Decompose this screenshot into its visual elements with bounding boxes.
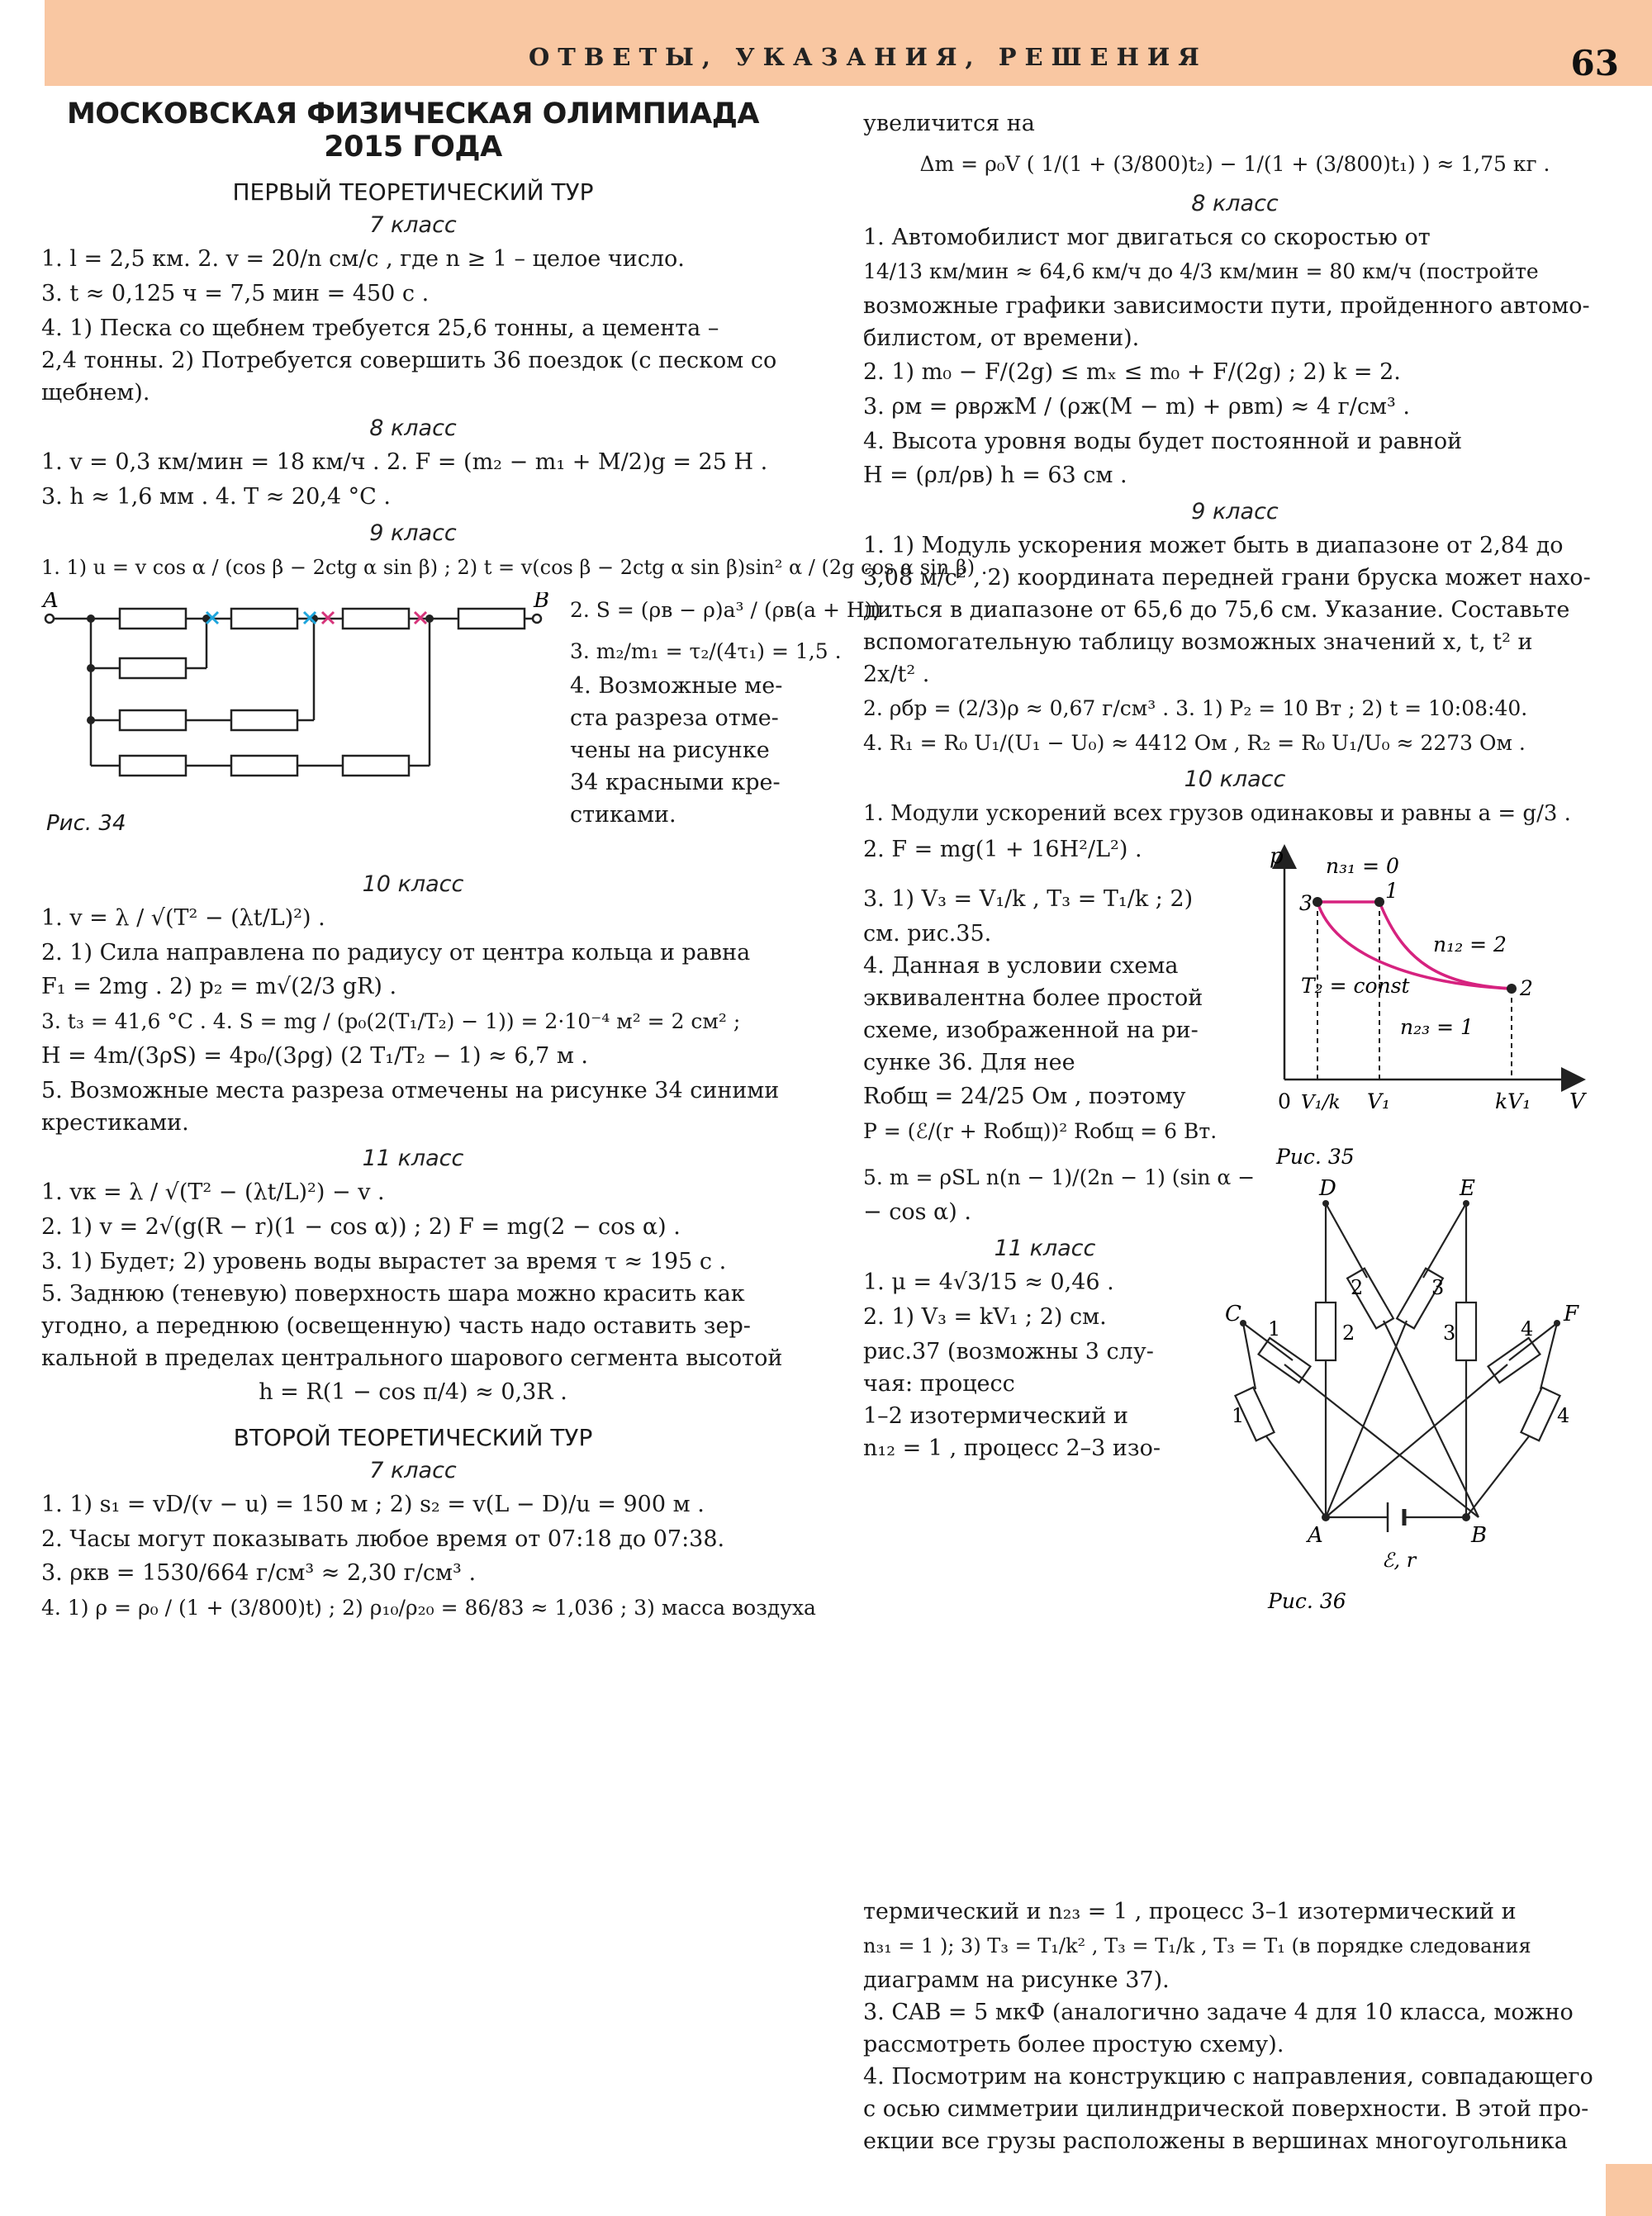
grade-10-heading: 10 класс [362,871,464,897]
fig34-caption: Рис. 34 [46,811,126,836]
fig35-n31: n₃₁ = 0 [1326,854,1399,878]
r-grade-8-heading: 8 класс [1191,191,1279,216]
grade-8-heading: 8 класс [369,415,457,441]
fig36-label-e: E [1460,1179,1475,1201]
answer-9-2: 2. S = (ρв − ρ)a³ / (ρв(a + H)) . [570,598,895,622]
answer-10-4b: H = 4m/(3ρS) = 4p₀/(3ρg) (2 T₁/T₂ − 1) ≈ 6,7 м . [41,1043,589,1069]
fig34-label-b: B [534,592,550,613]
tour2-grade-7-heading: 7 класс [369,1458,457,1483]
r-answer-10-2: 2. F = mg(1 + 16H²/L²) . [863,837,1142,862]
r-grade-10-heading: 10 класс [1184,766,1286,792]
r-answer-11-4a: 4. Посмотрим на конструкцию с направления, совпадающего [863,2064,1593,2090]
fig36-r1b-label: 1 [1232,1404,1245,1427]
r-answer-11-4c: екции все грузы расположены в вершинах многоугольника [863,2128,1568,2154]
answer-9-3: 3. m₂/m₁ = τ₂/(4τ₁) = 1,5 . [570,639,842,663]
tour-2-heading: ВТОРОЙ ТЕОРЕТИЧЕСКИЙ ТУР [233,1424,593,1451]
fig35-axis-p: p [1270,844,1284,869]
fig35-tick-kv1: kV₁ [1495,1089,1531,1113]
r-grade-11-heading: 11 класс [994,1236,1096,1261]
r-answer-8-2: 2. 1) m₀ − F/(2g) ≤ mₓ ≤ m₀ + F/(2g) ; 2) k = 2. [863,359,1401,385]
answer-10-5a: 5. Возможные места разреза отмечены на рисунке 34 синими [41,1078,780,1103]
r-answer-11-2g: n₃₁ = 1 ); 3) T₃ = T₁/k² , T₃ = T₁/k , T₃ = T₁ (в порядке следования [863,1934,1531,1957]
r-answer-10-5a: 5. m = ρSL n(n − 1)/(2n − 1) (sin α − [863,1165,1256,1189]
r-answer-10-4d: сунке 36. Для нее [863,1050,1075,1075]
fig36-label-b: B [1471,1523,1488,1548]
fig35-caption: Рис. 35 [1276,1145,1355,1169]
r-answer-9-1e: 2x/t² . [863,662,930,687]
figure-36-circuit [1218,1179,1607,1641]
r-answer-11-2b: рис.37 (возможны 3 слу- [863,1339,1154,1364]
answer-10-2a: 2. 1) Сила направлена по радиусу от центра кольца и равна [41,940,751,966]
r-answer-11-3a: 3. CAB = 5 мкФ (аналогично задаче 4 для 10 класса, можно [863,2000,1574,2025]
fig35-tick-v1k: V₁/k [1301,1092,1341,1113]
answer-8-1: 1. v = 0,3 км/мин = 18 км/ч . 2. F = (m₂ − m₁ + M/2)g = 25 Н . [41,449,768,475]
fig36-r4-label: 4 [1521,1317,1534,1341]
answer-11-5d: h = R(1 − cos π/4) ≈ 0,3R . [259,1379,567,1405]
r-answer-11-2e: n₁₂ = 1 , процесс 2–3 изо- [863,1435,1161,1461]
answer-8-3: 3. h ≈ 1,6 мм . 4. T ≈ 20,4 °С . [41,484,391,510]
figure-34-circuit [41,592,570,832]
answer-11-2: 2. 1) v = 2√(g(R − r)(1 − cos α)) ; 2) F = mg(2 − cos α) . [41,1214,681,1240]
answer-11-5a: 5. Заднюю (теневую) поверхность шара можно красить как [41,1281,745,1307]
r-grade-9-heading: 9 класс [1191,499,1279,524]
bottom-color-strip [1606,2164,1652,2216]
r-answer-8-1b: 14/13 км/мин ≈ 64,6 км/ч до 4/3 км/мин = 80 км/ч (постройте [863,259,1539,283]
delta-m-formula: Δm = ρ₀V ( 1/(1 + (3/800)t₂) − 1/(1 + (3/800)t₁) ) ≈ 1,75 кг . [919,152,1550,176]
r-answer-11-2f: термический и n₂₃ = 1 , процесс 3–1 изотермический и [863,1899,1517,1924]
r-answer-10-3b: см. рис.35. [863,921,992,947]
r-answer-9-4: 4. R₁ = R₀ U₁/(U₁ − U₀) ≈ 4412 Ом , R₂ = R₀ U₁/U₀ ≈ 2273 Ом . [863,731,1526,755]
right-column [863,91,1607,2154]
r-answer-10-4e: Rобщ = 24/25 Ом , поэтому [863,1084,1186,1109]
fig36-r4b-label: 4 [1557,1404,1570,1427]
fig36-r3-diag-label: 3 [1431,1276,1445,1299]
r-answer-9-1b: 3,08 м/с² , 2) координата передней грани бруска может нахо- [863,565,1591,591]
answer-9-side [570,592,895,831]
r-answer-9-1d: вспомогательную таблицу возможных значений x, t, t² и [863,629,1533,655]
figure-35-pv-diagram [1227,832,1607,1179]
answer-7-4b: 2,4 тонны. 2) Потребуется совершить 36 поездок (с песком со [41,348,777,373]
tour2-answer-7-1: 1. 1) s₁ = vD/(v − u) = 150 м ; 2) s₂ = v(L − D)/u = 900 м . [41,1492,705,1517]
r-answer-10-4b: эквивалентна более простой [863,985,1203,1011]
fig35-point-2: 2 [1520,976,1533,1000]
r-answer-10-5b: − cos α) . [863,1199,971,1225]
r-answer-10-1: 1. Модули ускорений всех грузов одинаковы и равны a = g/3 . [863,801,1571,826]
answer-11-3: 3. 1) Будет; 2) уровень воды вырастет за время τ ≈ 195 с . [41,1249,727,1274]
fig35-point-1: 1 [1385,879,1398,903]
answer-9-4e: стиками. [570,802,676,828]
answer-9-4b: ста разреза отме- [570,705,779,731]
r-answer-8-1c: возможные графики зависимости пути, пройденного автомо- [863,293,1590,319]
answer-9-1: 1. 1) u = v cos α / (cos β − 2ctg α sin β) ; 2) t = v(cos β − 2ctg α sin β)sin² α / (2g cos α sin β) . [41,556,988,579]
tour-1-heading: ПЕРВЫЙ ТЕОРЕТИЧЕСКИЙ ТУР [232,178,594,206]
running-header: ОТВЕТЫ, УКАЗАНИЯ, РЕШЕНИЯ [529,43,1208,71]
r-answer-11-2d: 1–2 изотермический и [863,1403,1129,1429]
answer-7-4c: щебнем). [41,380,150,406]
grade-9-heading: 9 класс [369,520,457,546]
fig36-label-a: A [1308,1523,1323,1548]
grade-11-heading: 11 класс [362,1146,464,1171]
fig35-t2-const: T₂ = const [1301,974,1410,998]
fig35-origin: 0 [1278,1089,1291,1113]
answer-10-3: 3. t₃ = 41,6 °С . 4. S = mg / (p₀(2(T₁/T₂) − 1)) = 2·10⁻⁴ м² = 2 см² ; [41,1009,741,1033]
fig36-label-d: D [1319,1179,1336,1201]
answer-9-4d: 34 красными кре- [570,770,781,795]
fig34-block [41,592,895,865]
r-bottom-text [863,1896,1607,2157]
fig34-label-a: A [43,592,59,613]
answer-7-4a: 4. 1) Песка со щебнем требуется 25,6 тонны, а цемента – [41,316,719,341]
fig36-r2-diag-label: 2 [1351,1276,1364,1299]
r-answer-10-3a: 3. 1) V₃ = V₁/k , T₃ = T₁/k ; 2) [863,886,1194,912]
r-answer-11-2c: чая: процесс [863,1371,1015,1397]
fig35-tick-v1: V₁ [1367,1089,1391,1113]
r-answer-8-3: 3. ρм = ρвρжM / (ρж(M − m) + ρвm) ≈ 4 г/см³ . [863,394,1410,420]
r-answer-9-1a: 1. 1) Модуль ускорения может быть в диапазоне от 2,84 до [863,533,1564,558]
r-answer-11-1: 1. μ = 4√3/15 ≈ 0,46 . [863,1269,1114,1295]
grade-7-heading: 7 класс [369,212,457,238]
answer-7-1: 1. l = 2,5 км. 2. v = 20/n см/с , где n ≥ 1 – целое число. [41,246,685,272]
r-answer-11-2h: диаграмм на рисунке 37). [863,1967,1170,1993]
fig36-label-c: C [1225,1302,1241,1326]
answer-10-2b: F₁ = 2mg . 2) p₂ = m√(2/3 gR) . [41,974,397,999]
fig35-point-3: 3 [1299,891,1313,915]
r-answer-8-4a: 4. Высота уровня воды будет постоянной и равной [863,429,1463,454]
fig36-source-label: ℰ, r [1382,1549,1417,1572]
answer-9-4c: чены на рисунке [570,738,770,763]
fig36-r3-label: 3 [1443,1322,1456,1345]
tour2-answer-7-4: 4. 1) ρ = ρ₀ / (1 + (3/800)t) ; 2) ρ₁₀/ρ₂₀ = 86/83 ≈ 1,036 ; 3) масса воздуха [41,1596,816,1620]
r-answer-8-1d: билистом, от времени). [863,325,1140,351]
r-answer-11-2a: 2. 1) V₃ = kV₁ ; 2) см. [863,1304,1107,1330]
r-answer-9-1c: диться в диапазоне от 65,6 до 75,6 см. Указание. Составьте [863,597,1570,623]
tour2-answer-7-3: 3. ρкв = 1530/664 г/см³ ≈ 2,30 г/см³ . [41,1560,477,1586]
fig36-r1-label: 1 [1268,1317,1281,1341]
fig36-caption: Рис. 36 [1268,1589,1346,1613]
r-answer-11-3b: рассмотреть более простую схему). [863,2032,1284,2057]
answer-11-5c: кальной в пределах центрального шарового сегмента высотой [41,1345,783,1371]
fig35-n23: n₂₃ = 1 [1400,1015,1474,1039]
olympiad-title [41,97,785,164]
r-answer-8-1a: 1. Автомобилист мог двигаться со скоростью от [863,225,1431,250]
fig35-n12: n₁₂ = 2 [1433,932,1507,956]
page-number: 63 [1570,43,1619,83]
answer-10-5b: крестиками. [41,1110,189,1136]
r-figures-block [863,832,1607,1724]
r-answer-10-4a: 4. Данная в условии схема [863,953,1179,979]
fig35-axis-v: V [1569,1089,1585,1114]
fig36-r2-label: 2 [1342,1322,1355,1345]
answer-7-3: 3. t ≈ 0,125 ч = 7,5 мин = 450 с . [41,281,430,306]
title-line-1: МОСКОВСКАЯ ФИЗИЧЕСКАЯ ОЛИМПИАДА [66,97,760,130]
tour2-answer-7-2: 2. Часы могут показывать любое время от 07:18 до 07:38. [41,1526,725,1552]
answer-9-4a: 4. Возможные ме- [570,673,783,699]
title-line-2: 2015 ГОДА [324,130,502,164]
r-answer-8-4b: H = (ρл/ρв) h = 63 см . [863,463,1127,488]
r-answer-9-2: 2. ρбр = (2/3)ρ ≈ 0,67 г/см³ . 3. 1) P₂ = 10 Вт ; 2) t = 10:08:40. [863,696,1528,720]
r-answer-10-4c: схеме, изображенной на ри- [863,1018,1199,1043]
answer-11-5b: угодно, а переднюю (освещенную) часть надо оставить зер- [41,1313,751,1339]
continuation-line: увеличится на [863,111,1035,136]
answer-10-1: 1. v = λ / √(T² − (λt/L)²) . [41,905,325,931]
r-answer-11-4b: с осью симметрии цилиндрической поверхности. В этой про- [863,2096,1589,2122]
r-answer-10-left [863,832,1256,1464]
fig36-label-f: F [1564,1302,1579,1326]
answer-11-1: 1. vк = λ / √(T² − (λt/L)²) − v . [41,1179,385,1205]
r-answer-10-4f: P = (ℰ/(r + Rобщ))² Rобщ = 6 Вт. [863,1119,1218,1143]
